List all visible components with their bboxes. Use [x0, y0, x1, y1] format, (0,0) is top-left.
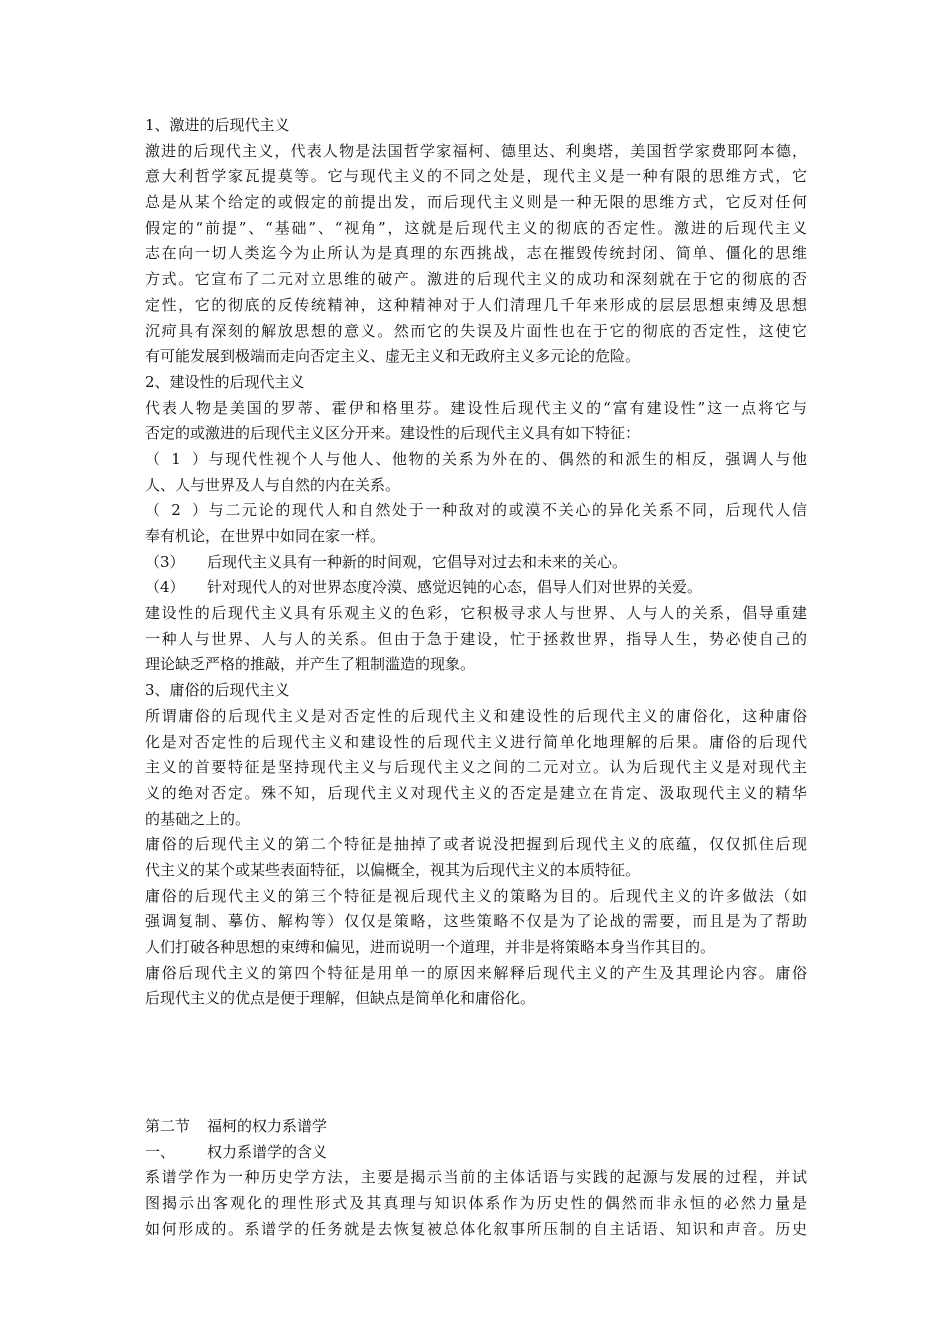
chapter-title: 福柯的权力系谱学: [207, 1117, 328, 1136]
body-line: 如何形成的。系谱学的任务就是去恢复被总体化叙事所压制的自主话语、知识和声音。历史: [145, 1219, 807, 1238]
body-line: 方式。它宣布了二元对立思维的破产。激进的后现代主义的成功和深刻就在于它的彻底的否: [145, 270, 807, 289]
body-line: 庸俗的后现代主义的第三个特征是视后现代主义的策略为目的。后现代主义的许多做法（如: [145, 886, 807, 905]
subsection-label: 一、: [145, 1142, 176, 1161]
body-line: 沉疴具有深刻的解放思想的意义。然而它的失误及片面性也在于它的彻底的否定性，这使它: [145, 321, 807, 340]
body-line: 后现代主义的优点是便于理解，但缺点是简单化和庸俗化。: [145, 989, 536, 1008]
body-line: 主义的首要特征是坚持现代主义与后现代主义之间的二元对立。认为后现代主义是对现代主: [145, 758, 807, 777]
body-line: 代表人物是美国的罗蒂、霍伊和格里芬。建设性后现代主义的“富有建设性”这一点将它与: [145, 398, 807, 417]
body-line: 化是对否定性的后现代主义和建设性的后现代主义进行简单化地理解的后果。庸俗的后现代: [145, 732, 807, 751]
body-line: 志在向一切人类迄今为止所认为是真理的东西挑战，志在摧毁传统封闭、简单、僵化的思维: [145, 244, 807, 263]
body-line: 有可能发展到极端而走向否定主义、虚无主义和无政府主义多元论的危险。: [145, 347, 641, 366]
section-heading: 1、激进的后现代主义: [145, 116, 290, 134]
document-page: [145, 113, 807, 1243]
body-line: 总是从某个给定的或假定的前提出发，而后现代主义则是一种无限的思维方式，它反对任何: [145, 193, 807, 212]
body-line: 人们打破各种思想的束缚和偏见，进而说明一个道理，并非是将策略本身当作其目的。: [145, 938, 716, 956]
spacer: [145, 1012, 807, 1114]
list-text: 与现代性视个人与他人、他物的关系为外在的、偶然的和派生的相反，强调人与他: [207, 449, 807, 468]
chapter-heading: [145, 1114, 807, 1140]
list-number: （1）: [145, 449, 207, 468]
chapter-label: 第二节: [145, 1117, 191, 1136]
body-line: 庸俗的后现代主义的第二个特征是抽掉了或者说没把握到后现代主义的底蕴，仅仅抓住后现: [145, 835, 807, 854]
list-item: [145, 575, 807, 601]
list-text: 后现代主义具有一种新的时间观，它倡导对过去和未来的关心。: [207, 552, 628, 571]
subsection-heading: [145, 1140, 807, 1166]
body-line: 义的绝对否定。殊不知，后现代主义对现代主义的否定是建立在肯定、汲取现代主义的精华: [145, 783, 807, 802]
list-item-continuation: 人、人与世界及人与自然的内在关系。: [145, 475, 401, 494]
body-line: 庸俗后现代主义的第四个特征是用单一的原因来解释后现代主义的产生及其理论内容。庸俗: [145, 963, 807, 982]
list-number: （4）: [145, 578, 185, 597]
section-heading: 2、建设性的后现代主义: [145, 372, 305, 391]
section-heading: 3、庸俗的后现代主义: [145, 681, 290, 700]
list-item: [145, 498, 807, 524]
body-line: 定性，它的彻底的反传统精神，这种精神对于人们清理几千年来形成的层层思想束缚及思想: [145, 295, 807, 314]
body-line: 激进的后现代主义，代表人物是法国哲学家福柯、德里达、利奥塔，美国哲学家费耶阿本德，: [145, 141, 807, 160]
body-line: 所谓庸俗的后现代主义是对否定性的后现代主义和建设性的后现代主义的庸俗化，这种庸俗: [145, 706, 807, 725]
list-text: 与二元论的现代人和自然处于一种敌对的或漠不关心的异化关系不同，后现代人信: [207, 501, 807, 520]
body-line: 强调复制、摹仿、解构等）仅仅是策略，这些策略不仅是为了论战的需要，而且是为了帮助: [145, 912, 807, 931]
body-line: 一种人与世界、人与人的关系。但由于急于建设，忙于拯救世界，指导人生，势必使自己的: [145, 629, 807, 648]
body-line: 图揭示出客观化的理性形式及其真理与知识体系作为历史性的偶然而非永恒的必然力量是: [145, 1194, 807, 1213]
list-number: （2）: [145, 501, 207, 520]
list-item-continuation: 奉有机论，在世界中如同在家一样。: [145, 527, 386, 545]
list-item: [145, 447, 807, 473]
list-number: （3）: [145, 552, 185, 571]
body-line: 代主义的某个或某些表面特征，以偏概全，视其为后现代主义的本质特征。: [145, 860, 641, 879]
subsection-title: 权力系谱学的含义: [207, 1142, 328, 1161]
body-line: 系谱学作为一种历史学方法，主要是揭示当前的主体话语与实践的起源与发展的过程，并试: [145, 1168, 807, 1187]
body-line: 否定的或激进的后现代主义区分开来。建设性的后现代主义具有如下特征：: [145, 424, 641, 443]
body-line: 假定的“前提”、“基础”、“视角”，这就是后现代主义的彻底的否定性。激进的后现代主义: [145, 218, 807, 237]
list-text: 针对现代人的对世界态度冷漠、感觉迟钝的心态，倡导人们对世界的关爱。: [207, 578, 703, 597]
body-line: 意大利哲学家瓦提莫等。它与现代主义的不同之处是，现代主义是一种有限的思维方式，它: [145, 167, 807, 186]
body-line: 建设性的后现代主义具有乐观主义的色彩，它积极寻求人与世界、人与人的关系，倡导重建: [145, 604, 807, 623]
list-item: [145, 550, 807, 576]
body-line: 理论缺乏严格的推敲，并产生了粗制滥造的现象。: [145, 655, 476, 674]
body-line: 的基础之上的。: [145, 809, 251, 828]
